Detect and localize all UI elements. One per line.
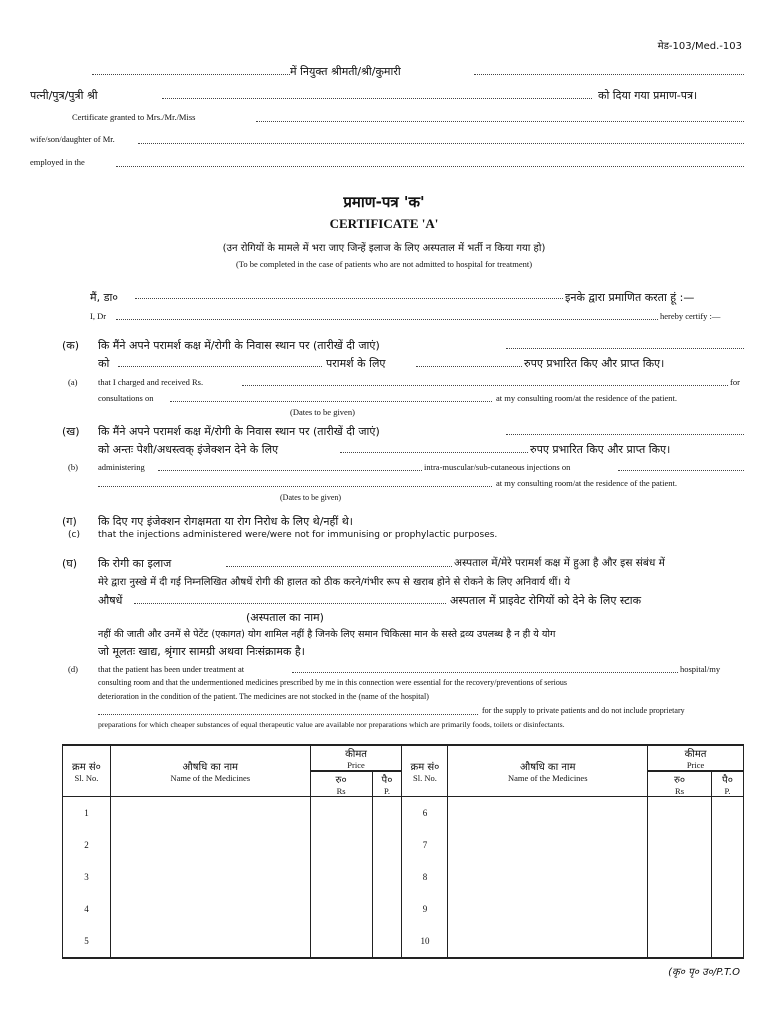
certify-en-right: hereby certify :— xyxy=(660,311,721,321)
item-kha-hi1: कि मैंने अपने परामर्श कक्ष में/रोगी के निवास स्थान पर (तारीखें दी जाएं) xyxy=(98,425,380,438)
name-field-line[interactable] xyxy=(92,74,290,75)
header-line3: Certificate granted to Mrs./Mr./Miss xyxy=(72,112,196,122)
item-kha-label: (ख) xyxy=(62,425,80,438)
kha-amount-hi-line[interactable] xyxy=(340,452,528,453)
item-c-en: that the injections administered were/were not for immunising or prophylactic purposes. xyxy=(98,530,498,540)
item-kha-hi2-left: को अन्तः पेशी/अधस्त्वक् इंजेक्शन देने के लिए xyxy=(98,443,279,456)
ka-amount-hi-line[interactable] xyxy=(416,366,522,367)
item-a-label: (a) xyxy=(68,377,78,387)
d-hospital-line[interactable] xyxy=(292,672,678,673)
pto-footer: (कृ० पृ० उ०/P.T.O xyxy=(668,967,740,978)
certify-hi-left: मैं, डा० xyxy=(90,291,119,304)
item-gha-hi4: नहीं की जाती और उनमें से पेटेंट (एकागत) योग शामिल नहीं है जिनके लिए समान चिकित्सा मान के सस्ते द्रव्य उपलब्ध है न ही ये योग xyxy=(98,629,556,640)
ka-dates-line[interactable] xyxy=(506,348,744,349)
item-d-en2: consulting room and that the undermentioned medicines prescribed by me in this connection were essential for the recovery/preventions of serious xyxy=(98,678,567,687)
a-dates-line[interactable] xyxy=(170,401,492,402)
item-gha-hi5: जो मूलतः खाद्य, श्रृंगार सामग्री अथवा निःसंक्रामक है। xyxy=(98,645,305,658)
header-line2-left: पत्नी/पुत्र/पुत्री श्री xyxy=(30,89,98,102)
item-gha-label: (घ) xyxy=(62,557,78,570)
title-hi: प्रमाण-पत्र 'क' xyxy=(343,193,425,211)
item-a-en1-left: that I charged and received Rs. xyxy=(98,377,204,387)
rs-header-2: रु० Rs xyxy=(648,771,712,797)
item-ka-label: (क) xyxy=(62,339,80,352)
gha-hospital-line[interactable] xyxy=(134,603,446,604)
d-hospital-name-line[interactable] xyxy=(98,714,478,715)
header-line4: wife/son/daughter of Mr. xyxy=(30,134,115,144)
item-a-en1-right: for xyxy=(730,377,740,387)
sl-no-header: क्रम सं० Sl. No. xyxy=(63,745,111,797)
item-ka-hi2-left: को xyxy=(98,357,110,370)
rs-header: रु० Rs xyxy=(310,771,372,797)
item-gha-hi2: मेरे द्वारा नुस्खे में दी गई निम्नलिखित औषधें रोगी की हालत को ठीक करने/गंभीर रूप से खराब होने से रोकने के लिए अनिवार्य थीं। ये xyxy=(98,577,571,588)
ka-dates-line-2[interactable] xyxy=(118,366,322,367)
header-line5: employed in the xyxy=(30,157,85,167)
item-gha-hi1-left: कि रोगी का इलाज xyxy=(98,557,172,570)
item-d-en5: preparations for which cheaper substances of equal therapeutic value are available nor preparations which are primarily foods, toilets or disinfectants. xyxy=(98,720,565,729)
item-b-label: (b) xyxy=(68,462,78,472)
item-a-dates: (Dates to be given) xyxy=(290,407,355,417)
medicine-name-header: औषधि का नाम Name of the Medicines xyxy=(110,745,310,797)
p-header-2: पै० P. xyxy=(711,771,743,797)
item-d-en1-left: that the patient has been under treatment at xyxy=(98,664,245,674)
item-b-en2-right: at my consulting room/at the residence of the patient. xyxy=(496,478,678,488)
name-field-line-2[interactable] xyxy=(474,74,744,75)
item-b-en1-mid: intra-muscular/sub-cutaneous injections on xyxy=(424,462,571,472)
b-amount-line[interactable] xyxy=(158,470,422,471)
item-ga-hi: कि दिए गए इंजेक्शन रोगक्षमता या रोग निरोध के लिए थे/नहीं थे। xyxy=(98,515,353,528)
item-gha-hi3-right: अस्पताल में प्राइवेट रोगियों को देने के लिए स्टाक xyxy=(450,594,642,607)
table-row: 2 7 xyxy=(63,829,744,861)
title-en: CERTIFICATE 'A' xyxy=(329,216,439,231)
title-sub-en: (To be completed in the case of patients who are not admitted to hospital for treatment) xyxy=(235,259,533,269)
item-gha-hi3-left: औषधें xyxy=(98,594,123,607)
father-name-line[interactable] xyxy=(162,98,592,99)
price-header: कीमत Price xyxy=(310,745,402,771)
medicines-table xyxy=(62,744,744,959)
item-d-en4-right: for the supply to private patients and do not include proprietary xyxy=(482,706,685,715)
table-row: 3 8 xyxy=(63,861,744,893)
b-dates-line[interactable] xyxy=(618,470,744,471)
sl-no-header-2: क्रम सं० Sl. No. xyxy=(402,745,448,797)
gha-patient-line[interactable] xyxy=(226,566,452,567)
certify-en-left: I, Dr xyxy=(90,311,107,321)
header-line2-right: को दिया गया प्रमाण-पत्र। xyxy=(598,89,698,102)
item-a-en2-right: at my consulting room/at the residence of the patient. xyxy=(496,393,678,403)
item-ga-label: (ग) xyxy=(62,515,77,528)
item-gha-hi1-right: अस्पताल में/मेरे परामर्श कक्ष में हुआ है और इस संबंध में xyxy=(454,557,665,569)
title-sub-hi: (उन रोगियों के मामले में भरा जाए जिन्हें इलाज के लिए अस्पताल में भर्ती न किया गया हो) xyxy=(222,243,546,254)
header-line1: में नियुक्त श्रीमती/श्री/कुमारी xyxy=(290,65,401,78)
certificate-granted-line[interactable] xyxy=(256,121,744,122)
employed-line[interactable] xyxy=(116,166,744,167)
item-a-en2-left: consultations on xyxy=(98,393,154,403)
item-ka-hi1: कि मैंने अपने परामर्श कक्ष में/रोगी के निवास स्थान पर (तारीखें दी जाएं) xyxy=(98,339,380,352)
item-d-en3: deterioration in the condition of the patient. The medicines are not stocked in the (name of the hospital) xyxy=(98,692,429,701)
item-b-en1-left: administering xyxy=(98,462,145,472)
item-ka-hi2-mid: परामर्श के लिए xyxy=(326,357,386,370)
price-header-2: कीमत Price xyxy=(648,745,744,771)
kha-dates-line[interactable] xyxy=(506,434,744,435)
relation-line[interactable] xyxy=(138,143,744,144)
item-b-dates: (Dates to be given) xyxy=(280,493,342,502)
table-row: 5 10 xyxy=(63,925,744,958)
table-row: 4 9 xyxy=(63,893,744,925)
item-d-en1-right: hospital/my xyxy=(680,664,721,674)
doctor-name-hi-line[interactable] xyxy=(135,298,563,299)
item-d-label: (d) xyxy=(68,664,78,674)
medicine-name-header-2: औषधि का नाम Name of the Medicines xyxy=(448,745,648,797)
item-c-label: (c) xyxy=(68,530,80,540)
form-number: मेड-103/Med.-103 xyxy=(657,41,742,52)
p-header: पै० P. xyxy=(372,771,402,797)
table-row: 1 6 xyxy=(63,797,744,830)
a-amount-line[interactable] xyxy=(242,385,728,386)
doctor-name-en-line[interactable] xyxy=(116,319,658,320)
b-dates-line-2[interactable] xyxy=(98,486,492,487)
certify-hi-right: इनके द्वारा प्रमाणित करता हूं :— xyxy=(565,291,695,304)
item-kha-hi2-right: रुपए प्रभारित किए और प्राप्त किए। xyxy=(530,443,671,456)
item-ka-hi2-right: रुपए प्रभारित किए और प्राप्त किए। xyxy=(524,357,665,370)
item-gha-hi3-sub: (अस्पताल का नाम) xyxy=(246,611,324,624)
